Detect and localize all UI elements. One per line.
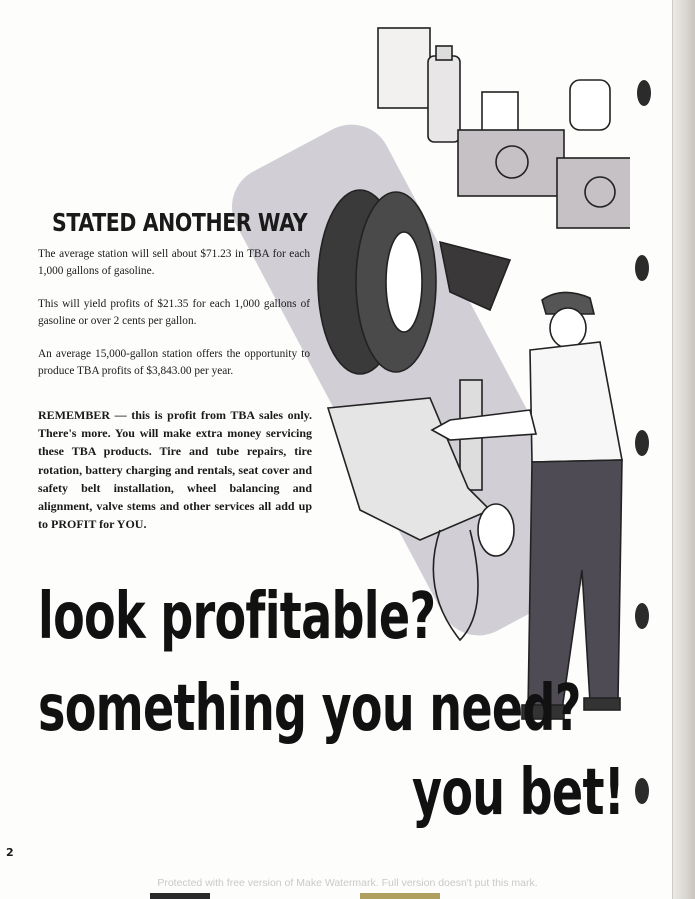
punch-hole <box>637 80 651 106</box>
punch-hole <box>635 778 649 804</box>
spray-can-icon <box>428 56 460 142</box>
binder-edge <box>672 0 695 899</box>
headline-something-you-need: something you need? <box>38 672 581 746</box>
floor-mat-icon <box>440 242 510 310</box>
bottom-edge-mark <box>150 893 210 899</box>
punch-hole <box>635 603 649 629</box>
belt-icon <box>433 530 478 640</box>
paragraph-profit-yield: This will yield profits of $21.35 for each 1,000 gallons of gasoline or over 2 cents per gallon. <box>38 298 310 327</box>
section-heading: STATED ANOTHER WAY <box>52 208 308 237</box>
oil-can-icon <box>378 28 430 108</box>
watermark-text: Protected with free version of Make Watermark. Full version doesn't put this mark. <box>157 877 538 889</box>
headlamp-icon <box>478 504 514 556</box>
remember-paragraph: REMEMBER — this is profit from TBA sales only. There's more. You will make extra money servicing these TBA products. Tire and tube repairs, tire rotation, battery charging and rentals, seat cover and safety belt installation, wheel balancing and alignment, valve stems and other services all add up to PROFIT for YOU. <box>38 408 312 532</box>
headline-you-bet: you bet! <box>412 756 625 830</box>
page-number: 2 <box>6 846 14 859</box>
bottom-edge-mark <box>360 893 440 899</box>
punch-hole <box>635 430 649 456</box>
charger-icon <box>570 80 610 130</box>
paragraph-annual-profit: An average 15,000-gallon station offers the opportunity to produce TBA profits of $3,843.00 per year. <box>38 348 310 377</box>
headline-look-profitable: look profitable? <box>38 580 436 654</box>
punch-hole <box>635 255 649 281</box>
battery-icon <box>557 158 630 228</box>
paragraph-average-sales: The average station will sell about $71.23 in TBA for each 1,000 gallons of gasoline. <box>38 248 310 277</box>
battery-icon <box>458 130 564 196</box>
